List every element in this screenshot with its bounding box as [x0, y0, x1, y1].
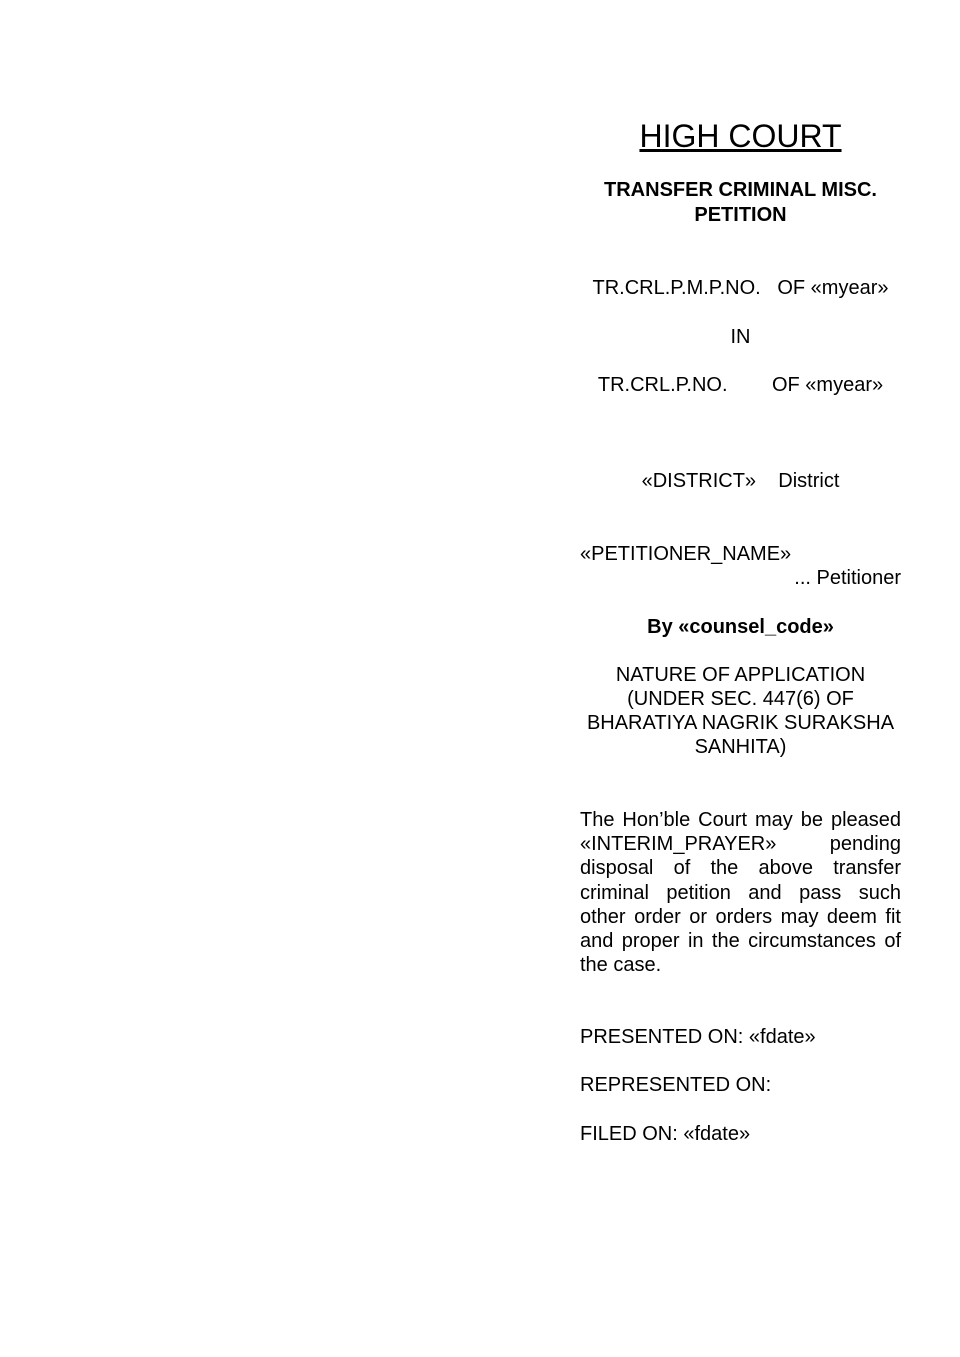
court-title: HIGH COURT	[639, 118, 842, 154]
petition-type-heading: TRANSFER CRIMINAL MISC. PETITION	[604, 179, 877, 226]
petition-number-line: TR.CRL.P.M.P.NO. OF «myear»	[592, 277, 889, 299]
nature-of-application: NATURE OF APPLICATION (UNDER SEC. 447(6) OF BHARATIYA NAGRIK SURAKSHA SANHITA)	[586, 664, 895, 758]
filed-on-line: FILED ON: «fdate»	[580, 1123, 751, 1145]
prayer-paragraph: The Hon’ble Court may be pleased «INTERIM_PRAYER» pending disposal of the above transfer criminal petition and pass such other order or orders may deem fit and proper in the circumstances of the case.	[580, 809, 901, 977]
main-case-number-line: TR.CRL.P.NO. OF «myear»	[597, 374, 884, 396]
district-line: «DISTRICT» District	[641, 470, 840, 492]
petitioner-role: ... Petitioner	[794, 567, 901, 589]
cover-page-column	[580, 0, 901, 1357]
counsel-line: By «counsel_code»	[647, 616, 834, 638]
represented-on-line: REPRESENTED ON:	[580, 1074, 772, 1096]
petitioner-name: «PETITIONER_NAME»	[580, 543, 792, 565]
presented-on-line: PRESENTED ON: «fdate»	[580, 1026, 816, 1048]
case-connector: IN	[730, 326, 751, 348]
